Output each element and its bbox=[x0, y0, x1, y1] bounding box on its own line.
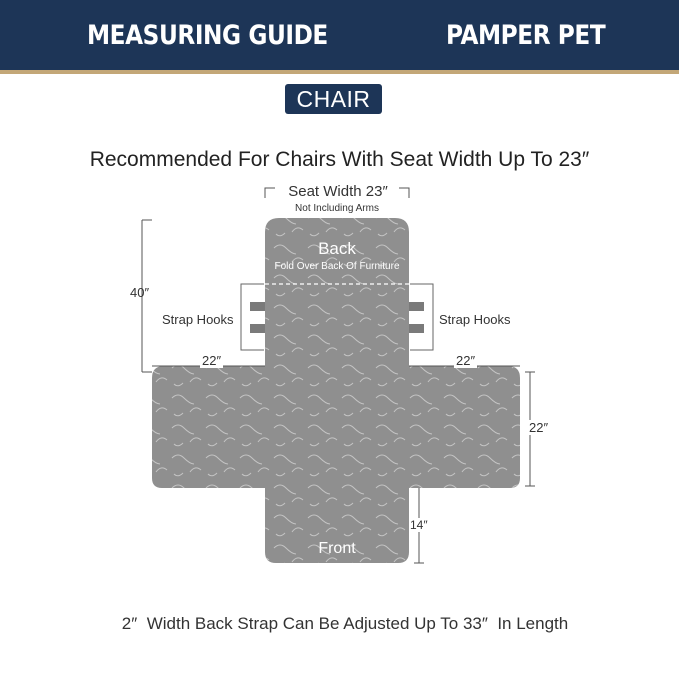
right-arm-label: 22″ bbox=[456, 353, 476, 368]
footer-note: 2″ Width Back Strap Can Be Adjusted Up To 33″ In Length bbox=[121, 614, 569, 633]
subtitle: Recommended For Chairs With Seat Width Up To 23″ bbox=[89, 148, 590, 171]
strap-hooks-left-bracket bbox=[241, 284, 264, 350]
height-label: 40″ bbox=[130, 285, 150, 300]
strap-hooks-right-label: Strap Hooks bbox=[439, 312, 511, 327]
front-label: Front bbox=[318, 540, 356, 557]
front-flap-label: 14″ bbox=[410, 518, 428, 532]
left-arm-label: 22″ bbox=[202, 353, 222, 368]
strap-hook-right-top bbox=[409, 302, 424, 311]
strap-hooks-right-bracket bbox=[410, 284, 433, 350]
strap-hooks-left-label: Strap Hooks bbox=[162, 312, 234, 327]
seat-width-note: Not Including Arms bbox=[295, 203, 379, 214]
back-note: Fold Over Back Of Furniture bbox=[274, 261, 400, 272]
strap-hook-left-top bbox=[250, 302, 265, 311]
strap-hook-left-bottom bbox=[250, 324, 265, 333]
seat-width-label: Seat Width 23″ bbox=[288, 183, 388, 200]
chair-badge: CHAIR bbox=[285, 84, 382, 114]
header-left-title: MEASURING GUIDE bbox=[87, 20, 328, 51]
back-label: Back bbox=[318, 239, 356, 258]
header-right-title: PAMPER PET bbox=[446, 20, 606, 51]
arm-depth-label: 22″ bbox=[529, 420, 549, 435]
strap-hook-right-bottom bbox=[409, 324, 424, 333]
